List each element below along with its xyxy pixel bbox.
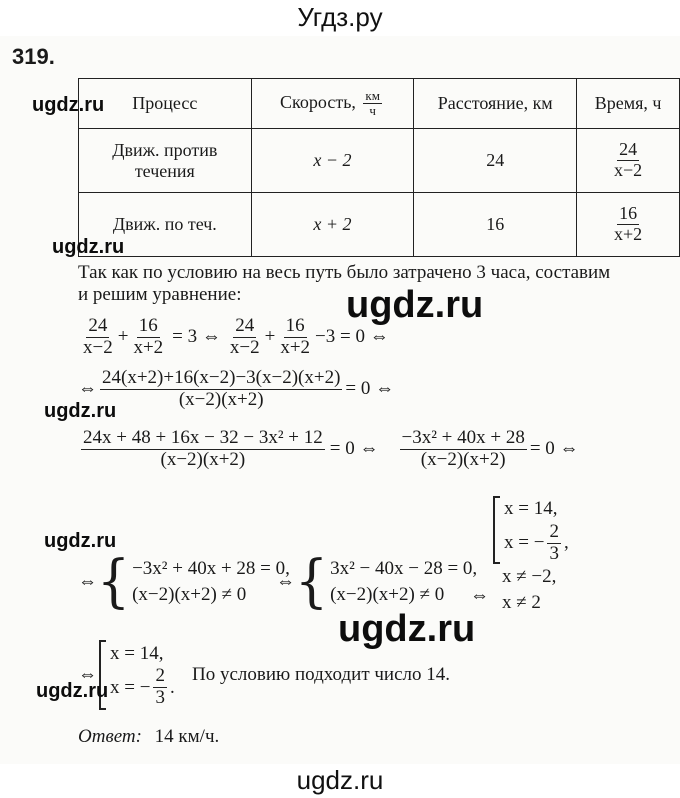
table-row bbox=[79, 129, 680, 193]
watermark: ugdz.ru bbox=[32, 94, 105, 116]
header-speed-label: Скорость, bbox=[280, 91, 356, 112]
data-table bbox=[78, 78, 680, 257]
header-process: Процесс bbox=[79, 79, 252, 129]
row2-process: Движ. по теч. bbox=[79, 193, 252, 257]
watermark: ugdz.ru bbox=[36, 680, 109, 702]
watermark: ugdz.ru bbox=[52, 236, 125, 258]
header-speed bbox=[251, 79, 414, 129]
problem-number: 319. bbox=[12, 44, 55, 69]
row2-time: $\frac{16}{x+2}$ bbox=[577, 193, 680, 257]
table-row bbox=[79, 193, 680, 257]
row2-speed: x + 2 bbox=[251, 193, 414, 257]
site-title: Угдз.ру bbox=[297, 2, 383, 32]
answer-label: Ответ: bbox=[78, 726, 142, 747]
watermark: ugdz.ru bbox=[338, 608, 476, 650]
watermark: ugdz.ru bbox=[346, 284, 484, 326]
row1-distance: 24 bbox=[414, 129, 577, 193]
system-4: ⇔ x = 14, x = − $\frac{2}{3}$ . bbox=[78, 640, 175, 710]
site-header bbox=[0, 0, 680, 36]
conclusion-text: По условию подходит число 14. bbox=[192, 664, 451, 685]
footer-site: ugdz.ru bbox=[296, 765, 384, 795]
row1-speed: x − 2 bbox=[251, 129, 414, 193]
condition-line-1: Так как по условию на весь путь было затрачено 3 часа, составим bbox=[78, 262, 611, 283]
system-2: ⇔ { 3x² − 40x − 28 = 0, (x−2)(x+2) ≠ 0 bbox=[276, 549, 478, 615]
table-header-row bbox=[79, 79, 680, 129]
header-time: Время, ч bbox=[577, 79, 680, 129]
equation-2: ⇔ $\frac{24(x+2)+16(x-2)-3(x-2)(x+2)}{(x-2)(x+2)}$ = 0 ⇔ bbox=[78, 367, 395, 410]
speed-unit: $\frac{км}{ч}$ bbox=[365, 87, 380, 118]
row1-process: Движ. против течения bbox=[79, 129, 252, 193]
system-1: ⇔ { −3x² + 40x + 28 = 0, (x−2)(x+2) ≠ 0 bbox=[78, 549, 290, 615]
watermark: ugdz.ru bbox=[44, 530, 117, 552]
row2-distance: 16 bbox=[414, 193, 577, 257]
row1-time: $\frac{24}{x-2}$ bbox=[577, 129, 680, 193]
condition-line-2: и решим уравнение: bbox=[78, 284, 242, 305]
answer-value: 14 км/ч. bbox=[154, 726, 220, 747]
answer-line bbox=[78, 726, 219, 748]
watermark: ugdz.ru bbox=[44, 400, 117, 422]
system-3: ⇔ x = 14, x = − $\frac{2}{3}$ , x ≠ −2, x ≠ 2 bbox=[470, 498, 569, 614]
equation-3: $\frac{\text{24x + 48 + 16x − 32 − 3x² + 12}}{(x-2)(x+2)}$ = 0 ⇔ $\frac{\text{−3x² + 40x + 28}}{(x-2)(x+2)}$ = 0 ⇔ bbox=[83, 427, 579, 470]
equation-1: $\frac{24}{x-2}$ + $\frac{16}{x+2}$ = 3 ⇔ $\frac{24}{x-2}$ + $\frac{16}{x+2}$ −3 = 0 ⇔ bbox=[83, 315, 389, 358]
site-footer bbox=[0, 764, 680, 798]
header-distance: Расстояние, км bbox=[414, 79, 577, 129]
